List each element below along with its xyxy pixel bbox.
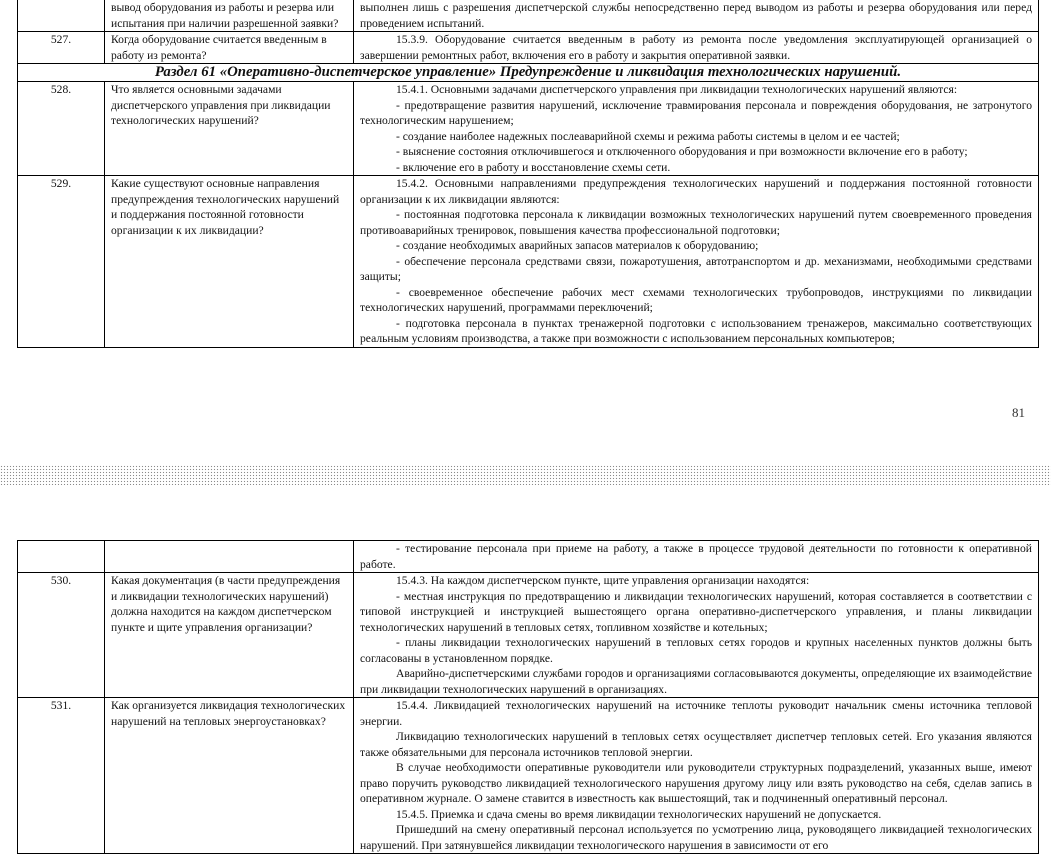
row-number [18, 541, 105, 573]
answer-cell [354, 573, 1039, 698]
answer-cell [354, 698, 1039, 854]
page-81-rows [18, 0, 1039, 347]
answer-paragraph: В случае необходимости оперативные руководители или руководители структурных подразделений, указанных выше, имеют право поручить руководство ликвидацией технологического нарушения другому лицу или взять руководство на себя, сделав запись в оперативном журнале. О замене ставится в известность как вышестоящий, так и подчиненный оперативный персонал. [360, 761, 1032, 805]
answer-paragraph: - местная инструкция по предотвращению и ликвидации технологических нарушений, которая составляется в соответствии с типовой инструкцией и инструкцией вышестоящего органа оперативно-диспетчерского управления, и планы ликвидации технологических нарушений в тепловых сетях, топливном хозяйстве и котельных; [360, 589, 1032, 634]
page-break-separator [0, 465, 1051, 485]
question-cell: Когда оборудование считается введенным в работу из ремонта? [105, 32, 354, 64]
answer-paragraph: - планы ликвидации технологических нарушений в тепловых сетях городов и крупных населенных пунктов должны быть согласованы в установленном порядке. [360, 636, 1032, 665]
answer-cell [354, 32, 1039, 64]
answer-paragraph: - своевременное обеспечение рабочих мест схемами технологических трубопроводов, инструкциями по ликвидации технологических нарушений, программами переключений; [360, 285, 1032, 314]
answer-paragraph: - постоянная подготовка персонала к ликвидации возможных технологических нарушений путем своевременного проведения противоаварийных тренировок, повышения качества профессиональной подготовки; [360, 208, 1032, 237]
answer-paragraph: Ликвидацию технологических нарушений в тепловых сетях осуществляет диспетчер тепловых сетей. Его указания являются также обязательными для персонала источников тепловой энергии. [360, 730, 1032, 759]
answer-paragraph: 15.4.2. Основными направлениями предупреждения технологических нарушений и поддержания постоянной готовности организации к их ликвидации являются: [360, 177, 1032, 206]
table-row [18, 541, 1039, 573]
row-number: 531. [18, 698, 105, 854]
table-row [18, 82, 1039, 176]
row-number: 528. [18, 82, 105, 176]
answer-paragraph: 15.4.3. На каждом диспетчерском пункте, щите управления организации находятся: [396, 574, 810, 587]
table-row [18, 0, 1039, 32]
table-row [18, 176, 1039, 348]
section-title: Раздел 61 «Оперативно-диспетчерское управление» Предупреждение и ликвидация технологических нарушений. [18, 64, 1039, 82]
answer-paragraph: выполнен лишь с разрешения диспетчерской службы непосредственно перед выводом из работы и резерва оборудования или перед проведением испытаний. [360, 1, 1032, 30]
answer-paragraph: 15.4.1. Основными задачами диспетчерского управления при ликвидации технологических нарушений являются: [396, 83, 958, 96]
question-cell: Какие существуют основные направления предупреждения технологических нарушений и поддержания постоянной готовности организации к их ликвидации? [105, 176, 354, 348]
row-number: 530. [18, 573, 105, 698]
answer-paragraph: - создание наиболее надежных послеаварийной схемы и режима работы системы в целом и ее частей; [396, 129, 900, 143]
answer-paragraph: Пришедший на смену оперативный персонал используется по усмотрению лица, руководящего ликвидацией технологических нарушений. При затянувшейся ликвидации технологического нарушения в зависимости от его [360, 823, 1032, 852]
question-cell: вывод оборудования из работы и резерва или испытания при наличии разрешенной заявки? [105, 0, 354, 32]
question-cell: Как организуется ликвидация технологических нарушений на тепловых энергоустановках? [105, 698, 354, 854]
table-row [18, 573, 1039, 698]
page-81-table [17, 0, 1039, 348]
page-82-rows [18, 541, 1039, 854]
answer-paragraph: - создание необходимых аварийных запасов материалов к оборудованию; [396, 239, 759, 252]
question-cell: Что является основными задачами диспетчерского управления при ликвидации технологических нарушений? [105, 82, 354, 176]
answer-paragraph: - подготовка персонала в пунктах тренажерной подготовки с использованием тренажеров, максимально соответствующих реальным условиям производства, а также при возможности с использованием персональных компьютеров; [360, 316, 1032, 345]
row-number: 527. [18, 32, 105, 64]
answer-paragraph: - тестирование персонала при приеме на работу, а также в процессе трудовой деятельности по готовности к оперативной работе. [360, 542, 1032, 571]
answer-paragraph: Аварийно-диспетчерскими службами городов и организациями согласовываются документы, определяющие их взаимодействие при ликвидации технологических нарушений в организациях. [360, 667, 1032, 696]
section-header-row [18, 64, 1039, 82]
answer-paragraph: 15.4.5. Приемка и сдача смены во время ликвидации технологических нарушений не допускается. [396, 807, 882, 821]
answer-paragraph: - обеспечение персонала средствами связи, пожаротушения, автотранспортом и др. механизмами, необходимыми средствами защиты; [360, 254, 1032, 283]
answer-cell [354, 0, 1039, 32]
answer-paragraph: 15.4.4. Ликвидацией технологических нарушений на источнике теплоты руководит начальник смены источника тепловой энергии. [360, 699, 1032, 728]
question-cell: Какая документация (в части предупреждения и ликвидации технологических нарушений) должна находится на каждом диспетчерском пункте и щите управления организации? [105, 573, 354, 698]
question-cell [105, 541, 354, 573]
answer-paragraph: - включение его в работу и восстановление схемы сети. [396, 160, 671, 174]
answer-paragraph: 15.3.9. Оборудование считается введенным в работу из ремонта после уведомления эксплуатирующей организацией о завершении ремонтных работ, включения его в работу и закрытия оперативной заявки. [360, 33, 1032, 62]
row-number: 529. [18, 176, 105, 348]
page-number: 81 [1012, 405, 1025, 420]
answer-cell [354, 541, 1039, 573]
table-row [18, 32, 1039, 64]
table-row [18, 698, 1039, 854]
page-82-table [17, 540, 1039, 854]
answer-paragraph: - выяснение состояния отключившегося и отключенного оборудования и при возможности включение его в работу; [396, 145, 968, 158]
answer-paragraph: - предотвращение развития нарушений, исключение травмирования персонала и повреждения оборудования, не затронутого технологическим нарушением; [360, 98, 1032, 127]
answer-cell [354, 176, 1039, 348]
answer-cell [354, 82, 1039, 176]
row-number [18, 0, 105, 32]
